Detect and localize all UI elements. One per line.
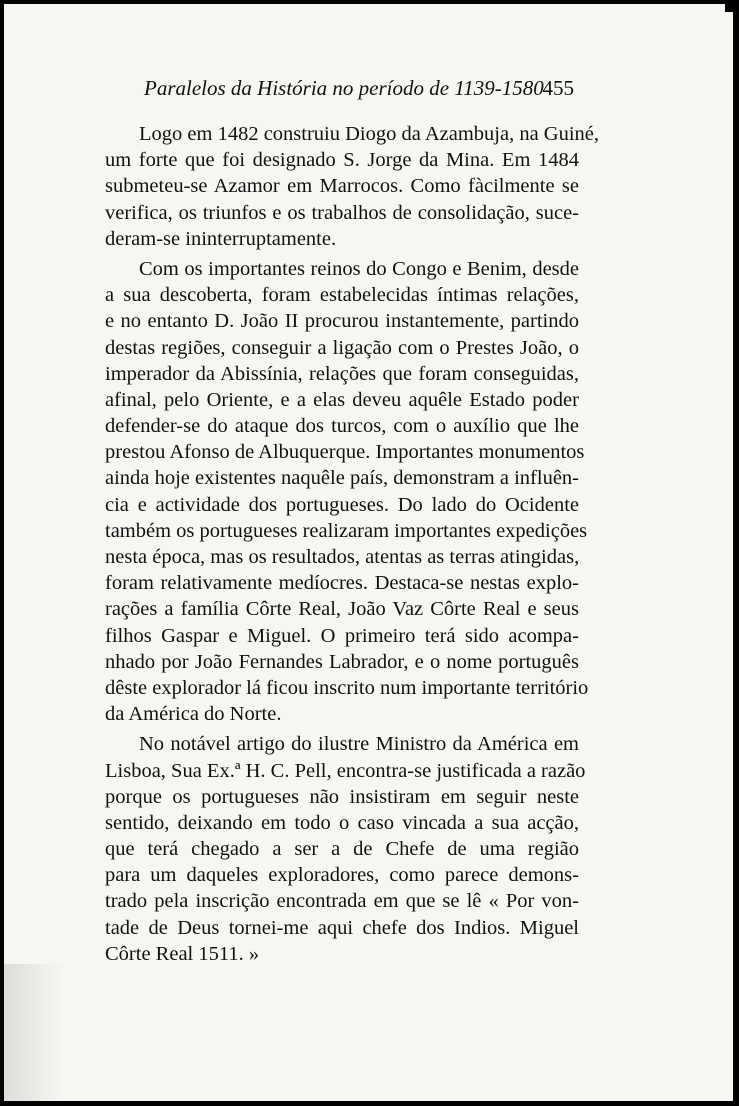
text-line: um forte que foi designado S. Jorge da Mina. Em 1484	[105, 149, 579, 172]
running-title: Paralelos da História no período de 1139-1580	[144, 76, 544, 100]
text-line: a sua descoberta, foram estabelecidas íntimas relações,	[105, 284, 579, 307]
text-line: também os portugueses realizaram importantes expedições	[105, 519, 588, 542]
text-line: Logo em 1482 construiu Diogo da Azambuja, na Guiné,	[139, 123, 600, 145]
paragraph	[105, 731, 586, 967]
paragraph	[105, 121, 600, 252]
text-line: para um daqueles exploradores, como parece demons-	[105, 864, 579, 887]
page-stain	[4, 964, 64, 1101]
text-line: foram relativamente medíocres. Destaca-se nestas explo-	[105, 572, 579, 595]
text-line: Com os importantes reinos do Congo e Benim, desde	[139, 257, 579, 280]
text-line: destas regiões, conseguir a ligação com o Prestes João, o	[105, 336, 579, 359]
running-header	[144, 76, 574, 106]
text-line: tade de Deus tornei-me aqui chefe dos Indios. Miguel	[105, 916, 579, 939]
page-number: 455	[542, 76, 574, 100]
text-line: dêste explorador lá ficou inscrito num importante território	[105, 676, 589, 699]
text-line: cia e actividade dos portugueses. Do lado do Ocidente	[105, 493, 579, 516]
text-line: afinal, pelo Oriente, e a elas deveu aquêle Estado poder	[105, 388, 579, 411]
text-line: sentido, deixando em todo o caso vincada a sua acção,	[105, 811, 579, 834]
text-line: da América do Norte.	[105, 703, 282, 726]
text-line: verifica, os triunfos e os trabalhos de consolidação, suce-	[105, 201, 579, 224]
text-line: imperador da Abissínia, relações que foram conseguidas,	[105, 362, 579, 385]
text-line: deram-se ininterruptamente.	[105, 227, 337, 250]
text-line: No notável artigo do ilustre Ministro da América em	[139, 733, 579, 756]
text-line: e no entanto D. João II procurou instantemente, partindo	[105, 310, 579, 333]
text-line: Lisboa, Sua Ex.ª H. C. Pell, encontra-se justificada a razão	[105, 759, 586, 782]
body-text	[105, 121, 600, 967]
scan-corner-mark	[725, 4, 733, 12]
text-line: ainda hoje existentes naquêle país, demonstram a influên-	[105, 467, 579, 490]
text-line: Côrte Real 1511. »	[105, 942, 260, 965]
text-line: prestou Afonso de Albuquerque. Importantes monumentos	[105, 441, 585, 464]
book-page	[4, 4, 733, 1101]
text-line: trado pela inscrição encontrada em que se lê « Por von-	[105, 890, 579, 913]
text-line: que terá chegado a ser a de Chefe de uma região	[105, 838, 579, 861]
paragraph	[105, 256, 589, 727]
text-line: nesta época, mas os resultados, atentas as terras atingidas,	[105, 546, 580, 568]
text-line: nhado por João Fernandes Labrador, e o nome português	[105, 650, 579, 673]
text-line: porque os portugueses não insistiram em seguir neste	[105, 785, 579, 808]
text-line: submeteu-se Azamor em Marrocos. Como fàcilmente se	[105, 175, 579, 198]
text-line: rações a família Côrte Real, João Vaz Côrte Real e seus	[105, 598, 579, 621]
text-line: defender-se do ataque dos turcos, com o auxílio que lhe	[105, 415, 579, 438]
text-line: filhos Gaspar e Miguel. O primeiro terá sido acompa-	[105, 624, 579, 647]
